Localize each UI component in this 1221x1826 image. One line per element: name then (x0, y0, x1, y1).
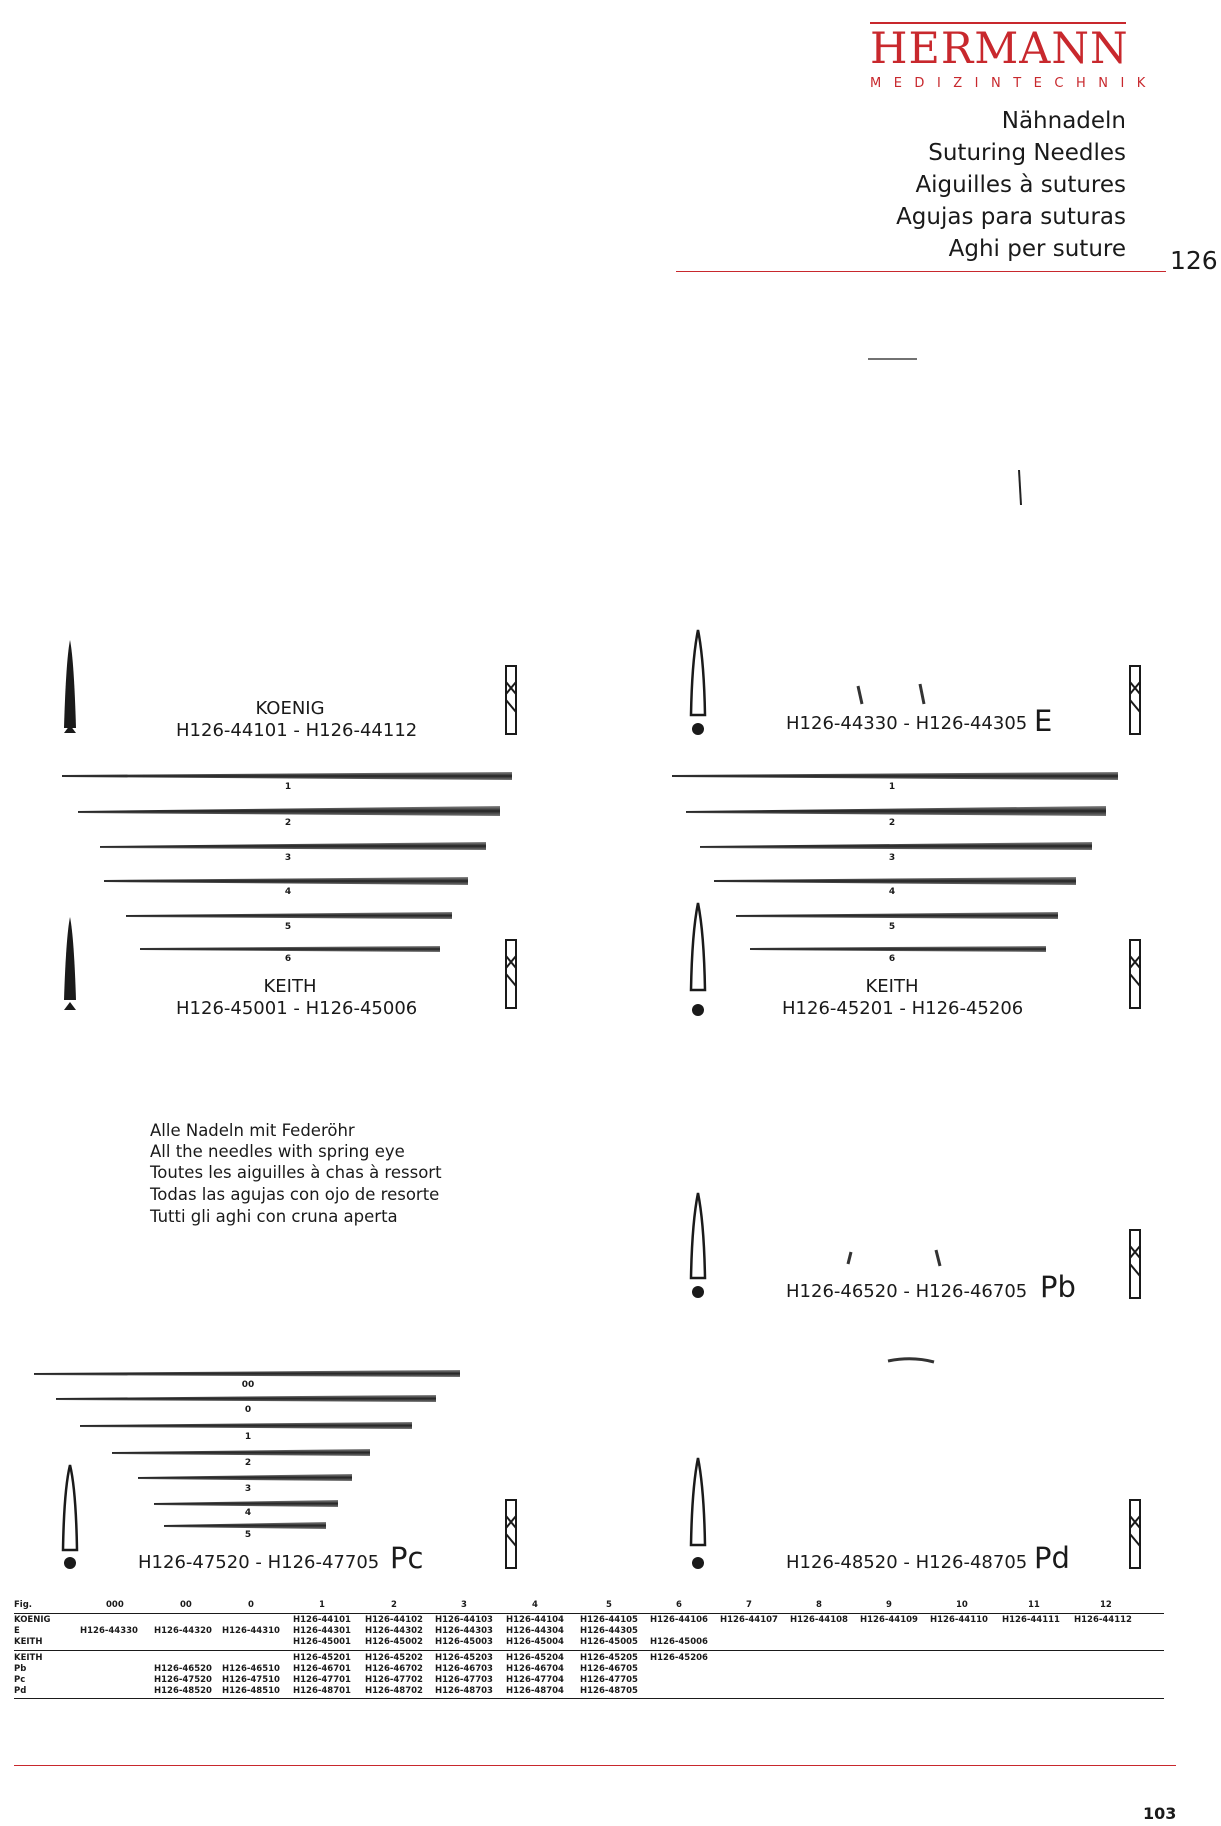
table-header-cell: 00 (180, 1600, 192, 1610)
table-cell: H126-46520 (154, 1664, 212, 1674)
needle (700, 842, 1092, 850)
table-cell: H126-44305 (580, 1626, 638, 1636)
needle (62, 772, 512, 780)
needle-number: 1 (888, 782, 896, 792)
table-cell: H126-44111 (1002, 1615, 1060, 1625)
needle (104, 877, 468, 885)
keith-round-code: H126-45201 - H126-45206 (782, 998, 1024, 1019)
small-needle (848, 1252, 851, 1264)
table-cell: H126-47704 (506, 1675, 564, 1685)
table-cell: H126-47705 (580, 1675, 638, 1685)
note-de: Alle Nadeln mit Federöhr (150, 1121, 355, 1140)
title-de: Nähnadeln (1001, 108, 1126, 134)
footer-rule (14, 1765, 1176, 1766)
needle-number: 2 (244, 1458, 252, 1468)
needle-number: 1 (284, 782, 292, 792)
small-needle (888, 1359, 934, 1362)
needle (138, 1474, 352, 1481)
table-cell: H126-48702 (365, 1686, 423, 1696)
table-header-cell: 8 (816, 1600, 822, 1610)
needle-number: 5 (888, 922, 896, 932)
pb-code: H126-46520 - H126-46705 (786, 1281, 1028, 1302)
note-es: Todas las agujas con ojo de resorte (150, 1185, 440, 1204)
needle (126, 912, 452, 919)
table-cell: H126-46510 (222, 1664, 280, 1674)
spring-eye-icon (506, 666, 516, 734)
pc-letter: Pc (390, 1541, 424, 1575)
needle (100, 842, 486, 850)
title-es: Agujas para suturas (896, 204, 1126, 230)
table-cell: H126-44104 (506, 1615, 564, 1625)
table-cell: H126-48705 (580, 1686, 638, 1696)
needle (686, 806, 1106, 816)
table-cell: H126-48703 (435, 1686, 493, 1696)
table-cell: H126-46701 (293, 1664, 351, 1674)
table-cell: H126-48520 (154, 1686, 212, 1696)
needle-number: 4 (888, 887, 896, 897)
table-cell: H126-44304 (506, 1626, 564, 1636)
table-rule (14, 1613, 1164, 1614)
needle-number: 3 (888, 853, 896, 863)
spring-eye-icon (506, 1500, 516, 1568)
small-needle (936, 1250, 940, 1266)
needle (78, 806, 500, 816)
table-cell: H126-45206 (650, 1653, 708, 1663)
needle-number: 4 (284, 887, 292, 897)
table-cell: H126-47520 (154, 1675, 212, 1685)
title-en: Suturing Needles (928, 140, 1126, 166)
note-it: Tutti gli aghi con cruna aperta (150, 1207, 398, 1226)
pd-letter: Pd (1034, 1541, 1070, 1575)
table-header-cell: 6 (676, 1600, 682, 1610)
table-header-cell: 0 (248, 1600, 254, 1610)
koenig-code: H126-44101 - H126-44112 (176, 720, 418, 741)
table-cell: H126-44107 (720, 1615, 778, 1625)
note-fr: Toutes les aiguilles à chas à ressort (150, 1163, 442, 1182)
table-header-cell: 12 (1100, 1600, 1112, 1610)
needle-number: 2 (284, 818, 292, 828)
spring-eye-icon (1130, 1230, 1140, 1298)
table-cell: H126-45204 (506, 1653, 564, 1663)
spring-eye-icon (506, 940, 516, 1008)
table-header-cell: 10 (956, 1600, 968, 1610)
round-tip-icon (691, 630, 705, 735)
needle-number: 4 (244, 1508, 252, 1518)
keith-name: KEITH (263, 976, 317, 997)
table-header-cell: 2 (391, 1600, 397, 1610)
needle-number: 6 (284, 954, 292, 964)
needle-number: 0 (244, 1405, 252, 1415)
title-it: Aghi per suture (948, 236, 1126, 262)
table-cell: H126-44101 (293, 1615, 351, 1625)
keith-round-name: KEITH (865, 976, 919, 997)
table-row-label: Pb (14, 1664, 27, 1674)
table-cell: H126-48701 (293, 1686, 351, 1696)
table-cell: H126-45203 (435, 1653, 493, 1663)
table-cell: H126-44303 (435, 1626, 493, 1636)
keith-code: H126-45001 - H126-45006 (176, 998, 418, 1019)
needle-number: 6 (888, 954, 896, 964)
needle-number: 1 (244, 1432, 252, 1442)
table-cell: H126-44302 (365, 1626, 423, 1636)
needle (750, 946, 1046, 952)
e-letter: E (1034, 704, 1053, 738)
pc-code: H126-47520 - H126-47705 (138, 1552, 380, 1573)
triangular-tip-icon (64, 640, 76, 733)
table-cell: H126-47701 (293, 1675, 351, 1685)
brand-subtitle: MEDIZINTECHNIK (870, 76, 1158, 91)
table-cell: H126-45006 (650, 1637, 708, 1647)
needle (112, 1449, 370, 1456)
table-cell: H126-47703 (435, 1675, 493, 1685)
needle-number: 2 (888, 818, 896, 828)
needle (672, 772, 1118, 780)
needle (34, 1370, 460, 1377)
table-cell: H126-45004 (506, 1637, 564, 1647)
table-cell: H126-44112 (1074, 1615, 1132, 1625)
table-row-label: Pc (14, 1675, 26, 1685)
table-cell: H126-44301 (293, 1626, 351, 1636)
table-cell: H126-45005 (580, 1637, 638, 1647)
round-tip-icon (691, 903, 705, 1016)
table-cell: H126-44330 (80, 1626, 138, 1636)
table-row-label: E (14, 1626, 20, 1636)
spring-eye-icon (1130, 940, 1140, 1008)
table-cell: H126-44109 (860, 1615, 918, 1625)
table-header-cell: 11 (1028, 1600, 1040, 1610)
table-header-cell: 5 (606, 1600, 612, 1610)
table-cell: H126-45003 (435, 1637, 493, 1647)
table-cell: H126-46702 (365, 1664, 423, 1674)
round-tip-icon (63, 1465, 77, 1569)
table-cell: H126-44310 (222, 1626, 280, 1636)
table-cell: H126-48704 (506, 1686, 564, 1696)
needle-number: 3 (244, 1484, 252, 1494)
table-cell: H126-44108 (790, 1615, 848, 1625)
table-rule (14, 1698, 1164, 1699)
table-cell: H126-47702 (365, 1675, 423, 1685)
needle (154, 1500, 338, 1507)
table-header-cell: 1 (319, 1600, 325, 1610)
needle-number: 00 (241, 1380, 255, 1390)
table-header-cell: 3 (461, 1600, 467, 1610)
table-row (14, 1686, 1164, 1698)
table-cell: H126-44320 (154, 1626, 212, 1636)
table-cell: H126-46705 (580, 1664, 638, 1674)
triangular-tip-icon (64, 917, 76, 1010)
table-header-row (14, 1600, 1164, 1612)
table-cell: H126-44103 (435, 1615, 493, 1625)
pd-code: H126-48520 - H126-48705 (786, 1552, 1028, 1573)
table-header-cell: 7 (746, 1600, 752, 1610)
e-code: H126-44330 - H126-44305 (786, 713, 1028, 734)
table-cell: H126-44102 (365, 1615, 423, 1625)
table-cell: H126-48510 (222, 1686, 280, 1696)
table-cell: H126-47510 (222, 1675, 280, 1685)
table-header-cell: 9 (886, 1600, 892, 1610)
needle (714, 877, 1076, 885)
table-cell: H126-46703 (435, 1664, 493, 1674)
mark-line (1019, 470, 1021, 505)
needle (736, 912, 1058, 919)
small-needle (858, 686, 862, 704)
table-cell: H126-45001 (293, 1637, 351, 1647)
table-row-label: Pd (14, 1686, 27, 1696)
table-header-cell: 4 (532, 1600, 538, 1610)
table-cell: H126-45201 (293, 1653, 351, 1663)
page-number: 126 (1170, 246, 1218, 275)
brand-logo: HERMANN (870, 24, 1129, 74)
note-en: All the needles with spring eye (150, 1142, 405, 1161)
round-tip-icon (691, 1458, 705, 1569)
koenig-name: KOENIG (255, 698, 325, 719)
table-cell: H126-45205 (580, 1653, 638, 1663)
table-rule (14, 1650, 1164, 1651)
table-row-label: KEITH (14, 1653, 43, 1663)
needle (164, 1522, 326, 1529)
round-tip-icon (691, 1193, 705, 1298)
table-header-cell: Fig. (14, 1600, 33, 1610)
table-cell: H126-45202 (365, 1653, 423, 1663)
footer-page-number: 103 (1143, 1804, 1177, 1823)
pb-letter: Pb (1040, 1270, 1076, 1304)
table-cell: H126-45002 (365, 1637, 423, 1647)
needle-number: 5 (284, 922, 292, 932)
table-cell: H126-44110 (930, 1615, 988, 1625)
needle-set-pc (34, 1370, 460, 1529)
needle (80, 1422, 412, 1429)
table-cell: H126-46704 (506, 1664, 564, 1674)
table-row-label: KEITH (14, 1637, 43, 1647)
table-header-cell: 000 (106, 1600, 124, 1610)
small-needle (920, 684, 924, 704)
needle-number: 3 (284, 853, 292, 863)
table-row-label: KOENIG (14, 1615, 51, 1625)
table-cell: H126-44106 (650, 1615, 708, 1625)
title-fr: Aiguilles à sutures (915, 172, 1126, 198)
spring-eye-icon (1130, 666, 1140, 734)
needle (56, 1395, 436, 1402)
spring-eye-icon (1130, 1500, 1140, 1568)
needle (140, 946, 440, 952)
table-cell: H126-44105 (580, 1615, 638, 1625)
table-row (14, 1637, 1164, 1649)
needle-number: 5 (244, 1530, 252, 1540)
